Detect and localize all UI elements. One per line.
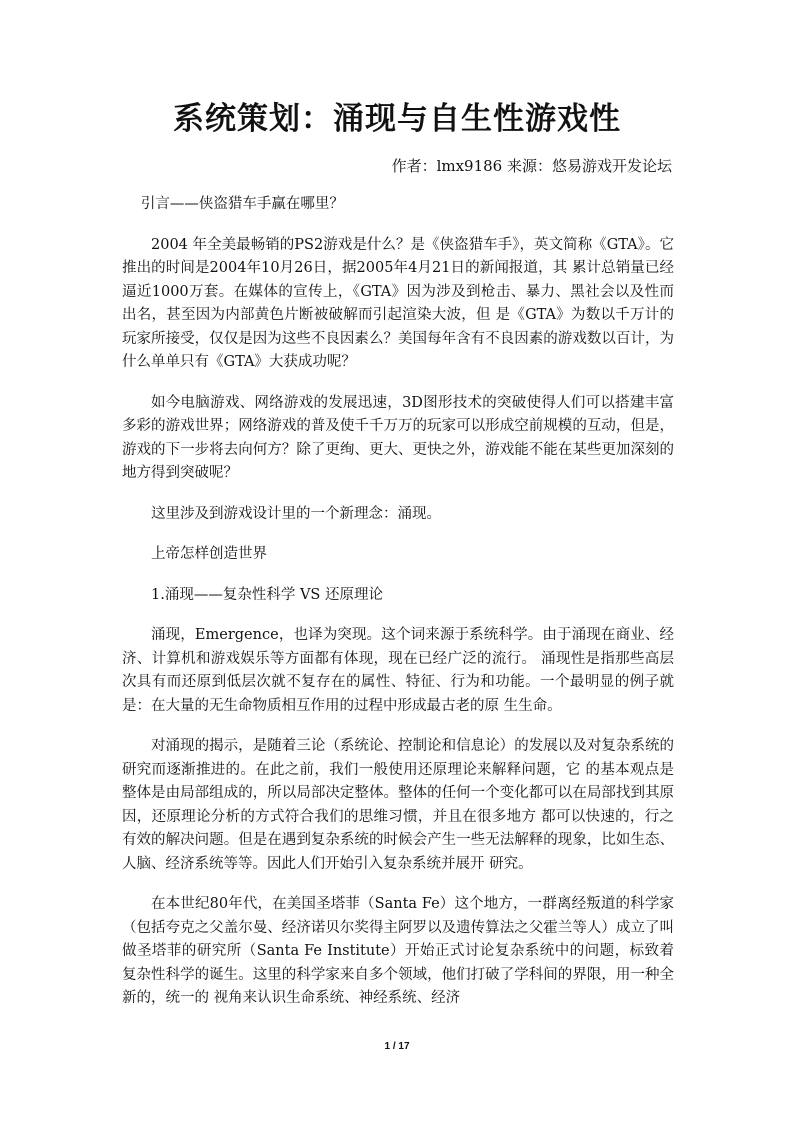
- intro-heading: 引言——侠盗猎车手赢在哪里？: [140, 196, 344, 212]
- byline: 作者：lmx9186 来源：悠易游戏开发论坛: [391, 157, 672, 175]
- section-heading: 上帝怎样创造世界: [151, 546, 267, 562]
- paragraph: 涌现，Emergence，也译为突现。这个词来源于系统科学。由于涌现在商业、经济、计算机和游戏娱乐等方面都有体现，现在已经广泛的流行。 涌现性是指那些高层次具有而还原到低层次就不复存在的属性、特征、行为和功能。一个最明显的例子就是：在大量的无生命物质相互作用的过程中形成最古老的原 生生命。: [122, 627, 674, 714]
- paragraph: 2004 年全美最畅销的PS2游戏是什么？是《侠盗猎车手》，英文简称《GTA》。它推出的时间是2004年10月26日，据2005年4月21日的新闻报道，其 累计总销量已经逼近1000万套。在媒体的宣传上，《GTA》因为涉及到枪击、暴力、黑社会以及性而出名，甚至因为内部黄色片断被破解而引起渲染大波，但 是《GTA》为数以千万计的玩家所接受，仅仅是因为这些不良因素么？美国每年含有不良因素的游戏数以百计，为什么单单只有《GTA》大获成功呢？: [122, 236, 674, 370]
- paragraph: 这里涉及到游戏设计里的一个新理念：涌现。: [151, 505, 441, 522]
- paragraph: 在本世纪80年代，在美国圣塔菲（Santa Fe）这个地方，一群离经叛道的科学家（包括夸克之父盖尔曼、经济诺贝尔奖得主阿罗以及遗传算法之父霍兰等人）成立了叫做圣塔菲的研究所（Santa Fe Institute）开始正式讨论复杂系统中的问题，标致着复杂性科学的诞生。这里的科学家来自多个领域，他们打破了学科间的界限，用一种全新的，统一的 视角来认识生命系统、神经系统、经济: [122, 896, 674, 1006]
- subsection-heading: 1.涌现——复杂性科学 VS 还原理论: [151, 586, 383, 603]
- page-title: 系统策划：涌现与自生性游戏性: [173, 101, 621, 137]
- paragraph: 如今电脑游戏、网络游戏的发展迅速，3D图形技术的突破使得人们可以搭建丰富多彩的游戏世界；网络游戏的普及使千千万万的玩家可以形成空前规模的互动，但是，游戏的下一步将去向何方？除了更绚、更大、更快之外，游戏能不能在某些更加深刻的地方得到突破呢？: [122, 394, 674, 481]
- page-number: 1 / 17: [384, 1041, 410, 1052]
- document-body: [122, 193, 674, 1028]
- paragraph: 对涌现的揭示，是随着三论（系统论、控制论和信息论）的发展以及对复杂系统的研究而逐渐推进的。在此之前，我们一般使用还原理论来解释问题，它 的基本观点是整体是由局部组成的，所以局部决定整体。整体的任何一个变化都可以在局部找到其原因，还原理论分析的方式符合我们的思维习惯，并且在很多地方 都可以快速的，行之有效的解决问题。但是在遇到复杂系统的时候会产生一些无法解释的现象，比如生态、人脑、经济系统等等。因此人们开始引入复杂系统并展开 研究。: [122, 738, 674, 872]
